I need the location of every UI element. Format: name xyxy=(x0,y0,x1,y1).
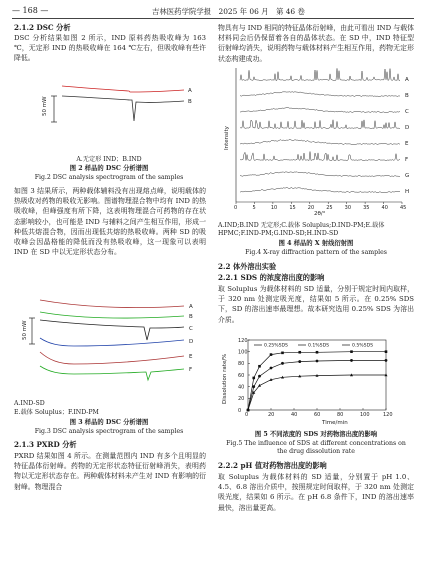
journal-header: 吉林医药学院学报 2025 年 06 月 第 46 卷 xyxy=(152,7,305,16)
fig4-xtick: 10 xyxy=(270,205,278,211)
fig4-xtick: 35 xyxy=(363,205,370,211)
fig3-label-e: E xyxy=(189,354,193,360)
fig4-xtick: 40 xyxy=(381,205,388,211)
fig5-point xyxy=(385,350,388,353)
fig5-point xyxy=(252,385,255,388)
fig4-ylabel: Intensity xyxy=(224,126,230,150)
fig5-point xyxy=(298,351,301,354)
fig3-curve-f xyxy=(40,366,184,380)
fig4-xlabel: 2θ/° xyxy=(314,211,326,216)
section-2-1-3-text: PXRD 结果如图 4 所示。在测量范围内 IND 有多个且明显的特征晶体衍射峰。药物的无定形状态特征衍射峰消失，表明药物以无定形状态存在。两种载体材料未产生对 IND 有影响的衍射峰。物理混合 xyxy=(14,452,206,491)
fig4-label-f: F xyxy=(405,157,409,163)
fig5-ytick-label: 0 xyxy=(238,407,242,414)
page-number: — 168 — xyxy=(12,6,49,15)
fig4-pattern-g xyxy=(240,172,400,177)
fig5-xlabel: Time/min xyxy=(322,420,348,426)
fig5-xtick-label: 100 xyxy=(360,412,370,418)
fig5-point xyxy=(258,365,261,368)
fig5-xtick-label: 60 xyxy=(314,412,321,418)
fig5-ytick-label: 60 xyxy=(238,372,245,379)
fig5-point xyxy=(281,352,284,355)
fig5-caption-en-2: the drug dissolution rate xyxy=(277,448,355,455)
fig5-point xyxy=(281,362,284,365)
fig3-caption-cn: 图 3 样品的 DSC 分析谱图 xyxy=(69,419,149,426)
fig3-legend-2: E.载体 Soluplus；F.IND-PM xyxy=(14,409,99,416)
fig5-legend-entry: 0.25%SDS xyxy=(264,343,288,349)
fig5-point xyxy=(258,375,261,378)
fig5-xtick-label: 20 xyxy=(268,412,275,418)
fig2-curve-b xyxy=(62,96,184,121)
fig3-label-c: C xyxy=(189,326,193,332)
pxrd-continued-text: 物具有与 IND 相同的特征晶体衍射峰，由此可看出 IND 与载体材料同会后仍保留着各自的晶体状态。在 SD 中，IND 特征型衍射峰均消失，说明药物与载体材料产生相互作用，药物无定形状态构建成功。 xyxy=(218,24,414,63)
fig3-caption-en: Fig.3 DSC analysis spectrogram of the samples xyxy=(34,428,184,435)
fig2-ylabel: 50 mW xyxy=(42,96,48,116)
fig4-label-b: B xyxy=(405,93,409,99)
section-2-2-2-title: 2.2.2 pH 值对药物溶出度的影响 xyxy=(218,461,327,470)
fig4-label-e: E xyxy=(405,141,409,147)
fig5-legend-entry: 0.5%SDS xyxy=(352,343,374,349)
fig4-label-c: C xyxy=(405,109,409,115)
fig5-point xyxy=(350,350,353,353)
fig5-ytick-label: 20 xyxy=(238,396,245,403)
figure-5-dissolution-chart xyxy=(218,334,414,426)
fig2-label-b: B xyxy=(188,99,192,105)
fig2-caption-en: Fig.2 DSC analysis spectrogram of the samples xyxy=(34,174,184,181)
fig3-ylabel: 50 mW xyxy=(22,320,28,340)
fig5-xtick-label: 80 xyxy=(337,412,344,418)
fig4-xtick: 20 xyxy=(307,205,315,211)
fig3-discussion-text: 如图 3 结果所示，两种载体辅料没有出现熔点峰，说明载体的热吸收对药物的吸收无影响。图谱物理混合物中均有 IND 的热吸收峰，但峰强度有所下降，这表明物理混合可药物的存在状态影响较小，也可能是 IND 与辅料之间产生相互作用，形成一种低共熔混合物，因而出现低共熔的热吸收峰。两种 SD 的吸收峰会因晶格能的降低而没有热吸收峰，这一现象可以表明 IND 在 SD 中以无定形状态分布。 xyxy=(14,187,206,257)
fig3-curve-d xyxy=(40,338,184,346)
fig3-curve-c xyxy=(40,320,184,340)
fig5-xtick-label: 0 xyxy=(245,412,249,418)
section-2-2-title: 2.2 体外溶出实验 xyxy=(218,262,277,271)
fig4-xtick: 15 xyxy=(289,205,296,211)
fig3-label-a: A xyxy=(189,304,193,310)
fig5-legend-entry: 0.1%SDS xyxy=(308,343,330,349)
fig4-pattern-a xyxy=(240,68,400,80)
section-2-1-2-title: 2.1.2 DSC 分析 xyxy=(14,23,71,32)
fig4-pattern-c xyxy=(240,108,400,113)
fig5-ytick-label: 100 xyxy=(238,349,248,356)
figure-4-xrd xyxy=(218,60,414,216)
fig3-legend-1: A.IND-SD xyxy=(14,400,45,407)
fig4-caption-en: Fig.4 X-ray diffraction pattern of the samples xyxy=(245,249,387,256)
fig5-caption-cn: 图 5 不同浓度的 SDS 对药物溶出度的影响 xyxy=(254,431,378,438)
fig5-point xyxy=(350,359,353,362)
fig5-point xyxy=(316,360,319,363)
figure-3-dsc xyxy=(14,288,204,396)
fig4-pattern-h xyxy=(240,187,400,192)
fig3-label-f: F xyxy=(189,367,193,373)
section-2-2-1-title: 2.2.1 SDS 的浓度溶出度的影响 xyxy=(218,273,325,282)
fig5-point xyxy=(316,351,319,354)
fig5-ytick-label: 80 xyxy=(238,361,245,368)
fig5-point xyxy=(270,367,273,370)
header-rule xyxy=(12,18,414,19)
fig4-label-a: A xyxy=(405,77,409,83)
section-2-2-1-text: 取 Soluplus 为载体材料的 SD 适量，分别于规定时间内取样，于 320 nm 处测定吸光度，结果如 5 所示。在 0.25% SDS 下，SD 的溶出速率最理想。故本研究选用 0.25% SDS 为溶出介质。 xyxy=(218,285,414,324)
fig4-xtick: 0 xyxy=(234,205,238,211)
fig4-label-d: D xyxy=(405,125,410,131)
fig2-caption-cn: 图 2 样品的 DSC 分析谱图 xyxy=(69,165,149,172)
fig5-point xyxy=(298,360,301,363)
fig4-pattern-d xyxy=(240,120,400,129)
fig4-caption-cn: 图 4 样品的 X 射线衍射图 xyxy=(278,240,354,247)
fig2-curve-a xyxy=(62,86,184,92)
fig5-series-line xyxy=(248,375,386,410)
fig3-curve-a xyxy=(40,300,184,308)
fig5-xtick-label: 40 xyxy=(291,412,298,418)
fig5-xtick-label: 120 xyxy=(383,412,393,418)
fig4-xtick: 5 xyxy=(252,205,256,211)
fig5-ytick-label: 40 xyxy=(238,384,245,391)
fig5-point xyxy=(385,359,388,362)
fig5-ytick-label: 120 xyxy=(238,337,248,344)
fig5-caption-en-1: Fig.5 The influence of SDS at different concentrations on xyxy=(226,440,406,447)
fig4-pattern-f xyxy=(240,152,400,161)
fig5-series-line xyxy=(248,360,386,410)
fig4-xtick: 45 xyxy=(400,205,407,211)
fig4-pattern-e xyxy=(240,140,400,145)
fig4-xtick: 30 xyxy=(344,205,352,211)
fig4-label-h: H xyxy=(405,189,410,195)
fig4-pattern-b xyxy=(240,92,400,97)
fig3-label-b: B xyxy=(189,314,193,320)
fig4-legend: A.IND;B.IND 无定形;C.载体 Soluplus;D.IND-PM;E.载体 HPMC;F.IND-PM;G.IND-SD;H.IND-SD xyxy=(218,222,385,238)
fig2-legend: A.无定形 IND；B.IND xyxy=(76,156,142,163)
fig3-curve-b xyxy=(40,312,184,318)
fig4-label-g: G xyxy=(405,173,410,179)
fig4-xtick: 25 xyxy=(326,205,333,211)
fig5-point xyxy=(270,353,273,356)
section-2-1-2-text: DSC 分析结果如图 2 所示，IND 原料药热吸收峰为 163 ℃，无定形 IND 的热吸收峰在 164 ℃左右，但吸收峰有些许降低。 xyxy=(14,34,206,63)
fig5-point xyxy=(252,377,255,380)
section-2-2-2-text: 取 Soluplus 为载体材料的 SD 适量，分别置于 pH 1.0、4.5、6.8 溶出介质中，按照规定时间取样，于 320 nm 处测定吸光度，结果如 6 所示。在 pH 6.8 条件下，IND 的溶出速率最快，溶出量更高。 xyxy=(218,473,414,512)
section-2-1-3-title: 2.1.3 PXRD 分析 xyxy=(14,440,77,449)
fig3-curve-e xyxy=(40,352,184,364)
fig2-label-a: A xyxy=(188,88,192,94)
figure-2-dsc xyxy=(14,66,204,150)
fig3-label-d: D xyxy=(189,339,194,345)
fig5-ylabel: Dissolution rate/% xyxy=(222,353,228,404)
